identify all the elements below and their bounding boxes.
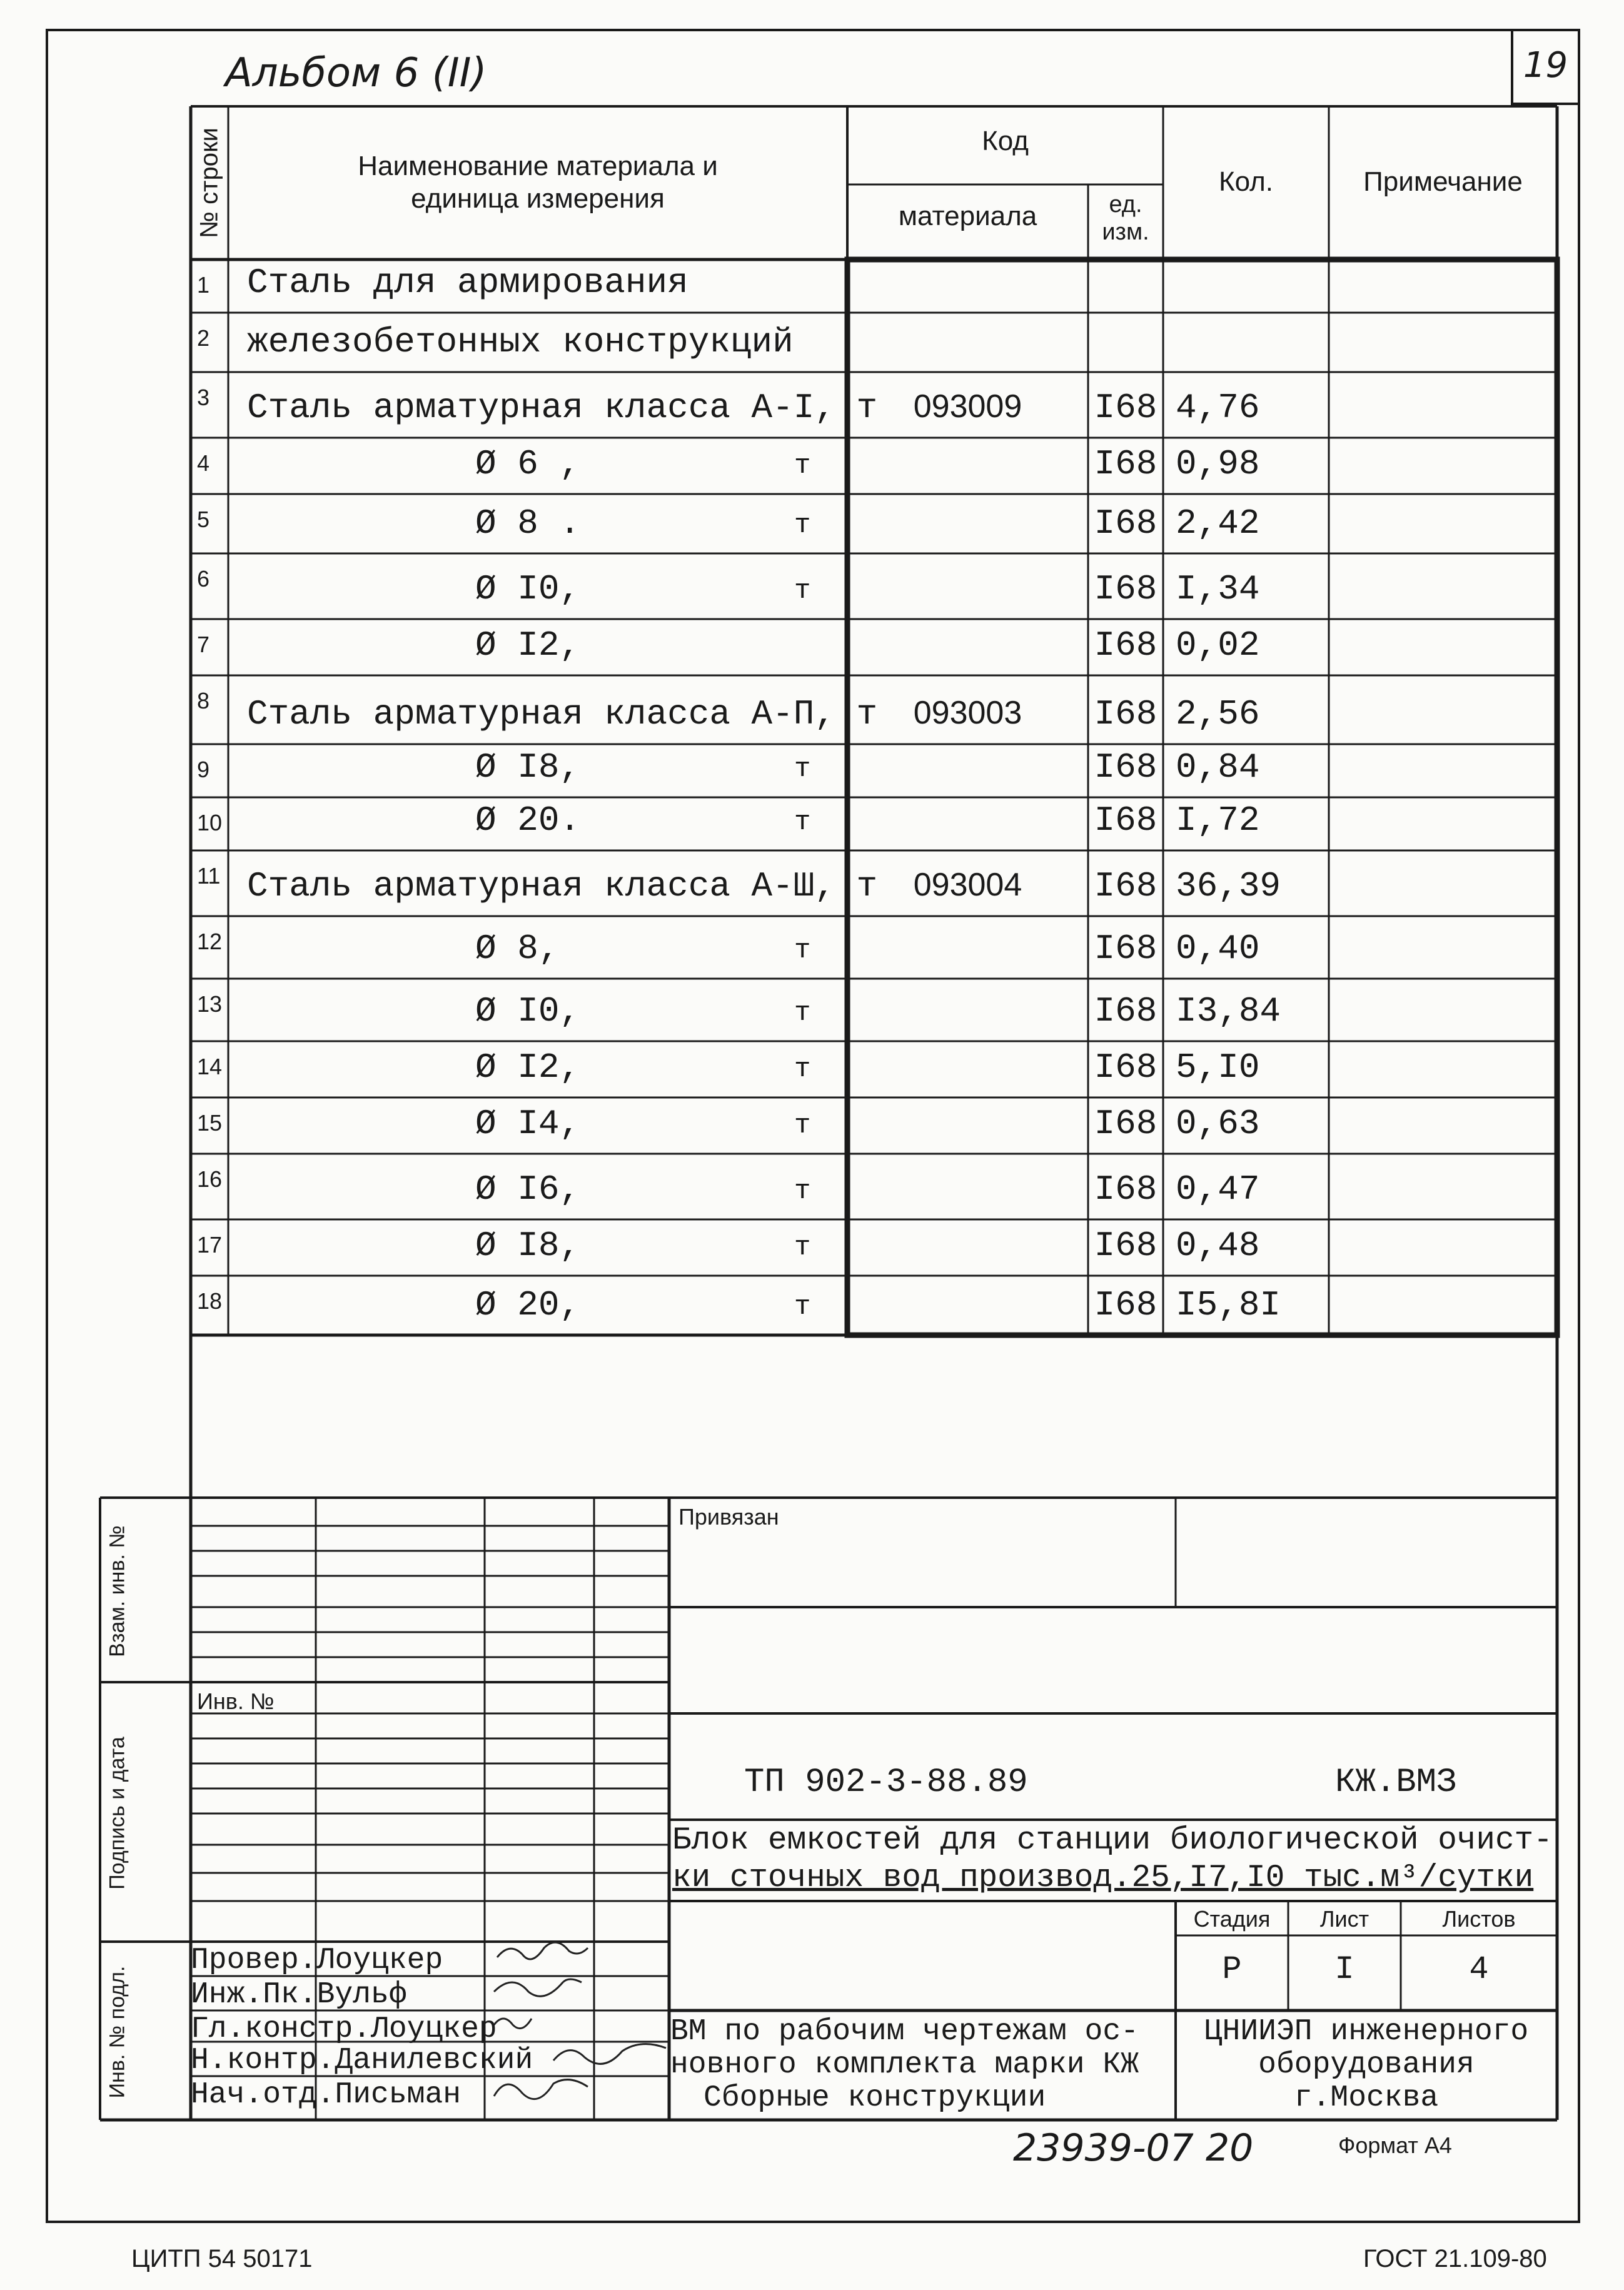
- row-code: 093009: [913, 388, 1022, 425]
- row-number: 8: [197, 688, 210, 714]
- signer-role: Н.контр.: [191, 2044, 335, 2077]
- row-qty: 0,48: [1176, 1226, 1260, 1266]
- row-unit: I68: [1094, 991, 1157, 1031]
- stamp-sheets: 4: [1469, 1951, 1489, 1988]
- stamp-org-line3: г.Москва: [1294, 2081, 1439, 2115]
- row-unit-t: т: [794, 510, 811, 541]
- handwritten-number: 23939-07 20: [1013, 2126, 1254, 2170]
- side-label-inv-podl: Инв. № подл.: [105, 1965, 129, 2099]
- side-label-vzam: Взам. инв. №: [105, 1525, 129, 1657]
- row-qty: 0,98: [1176, 444, 1260, 484]
- row-unit-t: т: [794, 450, 811, 482]
- row-name: Ø I8,: [475, 1226, 581, 1266]
- row-unit: I68: [1094, 1226, 1157, 1266]
- stamp-sheet: I: [1334, 1951, 1354, 1988]
- stamp-desc-line1: ВМ по рабочим чертежам ос-: [670, 2015, 1139, 2049]
- stamp-org-line1: ЦНИИЭП инженерного: [1204, 2015, 1529, 2049]
- table-row: [191, 1154, 1557, 1219]
- row-number: 15: [197, 1110, 223, 1136]
- row-number: 4: [197, 450, 210, 476]
- row-qty: 0,63: [1176, 1104, 1260, 1144]
- row-qty: 0,02: [1176, 625, 1260, 665]
- table-row: [191, 850, 1557, 916]
- row-qty: 2,42: [1176, 503, 1260, 543]
- row-number: 5: [197, 507, 210, 532]
- row-number: 16: [197, 1166, 223, 1192]
- row-unit: I68: [1094, 800, 1157, 840]
- stamp-stage: Р: [1222, 1951, 1242, 1988]
- signer-row: [191, 2078, 669, 2112]
- table-row: [191, 916, 1557, 979]
- table-row: [191, 1219, 1557, 1276]
- signer-row: [191, 1978, 669, 2012]
- row-unit-t: т: [794, 1291, 811, 1323]
- stamp-desc-line2: новного комплекта марки КЖ: [670, 2048, 1139, 2082]
- row-name: Ø I6,: [475, 1169, 581, 1209]
- row-name: Ø I2,: [475, 1047, 581, 1087]
- row-name: Ø 20,: [475, 1285, 581, 1325]
- row-unit: I68: [1094, 569, 1157, 609]
- row-name: Ø I4,: [475, 1104, 581, 1144]
- signer-row: [191, 2012, 669, 2046]
- header-material: материала: [898, 201, 1037, 231]
- row-unit: I68: [1094, 866, 1157, 906]
- sheet-number: 19: [1523, 45, 1568, 86]
- row-qty: 0,40: [1176, 929, 1260, 969]
- row-name: Сталь арматурная класса А-П, т: [247, 694, 878, 734]
- stamp-org-line2: оборудования: [1258, 2048, 1475, 2082]
- stamp-sheet-label: Лист: [1319, 1906, 1369, 1932]
- header-note: Примечание: [1363, 166, 1523, 197]
- stamp-desc-line3: Сборные конструкции: [704, 2081, 1046, 2115]
- row-number: 13: [197, 991, 223, 1017]
- row-name: Ø 8 .: [475, 503, 581, 543]
- row-qty: I,72: [1176, 800, 1260, 840]
- row-name: Ø I2,: [475, 625, 581, 665]
- table-row: [191, 553, 1557, 619]
- format-label: Формат А4: [1338, 2132, 1452, 2158]
- row-qty: 2,56: [1176, 694, 1260, 734]
- header-name: Наименование материала и единица измерения: [358, 151, 718, 214]
- table-row: [191, 313, 1557, 372]
- row-unit-t: т: [794, 807, 811, 838]
- row-name: Сталь арматурная класса А-Ш, т: [247, 866, 878, 906]
- signer-name: Вульф: [316, 1978, 407, 2012]
- row-unit-t: т: [794, 997, 811, 1029]
- row-unit: I68: [1094, 388, 1157, 428]
- row-name: Ø I0,: [475, 991, 581, 1031]
- stamp-privyazan: Привязан: [678, 1504, 779, 1530]
- table-row: [191, 979, 1557, 1041]
- row-number: 17: [197, 1232, 223, 1258]
- header-row-no-label: № строки: [195, 128, 223, 238]
- table-row: [191, 1041, 1557, 1097]
- header-code: Код: [982, 126, 1029, 156]
- row-unit: I68: [1094, 1285, 1157, 1325]
- stamp-title-line2: ки сточных вод производ.25,I7,I0 тыс.м³/сутки: [672, 1860, 1534, 1896]
- stamp-doc-mark: КЖ.ВМЗ: [1335, 1763, 1457, 1802]
- row-name: Ø 6 ,: [475, 444, 581, 484]
- row-qty: 0,84: [1176, 747, 1260, 787]
- row-unit-t: т: [794, 1232, 811, 1263]
- album-label: Альбом 6 (II): [225, 50, 487, 96]
- row-name: Ø I8,: [475, 747, 581, 787]
- row-unit-t: т: [794, 1110, 811, 1141]
- row-unit: I68: [1094, 747, 1157, 787]
- row-unit-t: т: [794, 575, 811, 607]
- row-qty: I3,84: [1176, 991, 1281, 1031]
- row-number: 6: [197, 566, 210, 592]
- row-number: 14: [197, 1054, 223, 1079]
- row-number: 7: [197, 632, 210, 657]
- row-name: Ø 8,: [475, 929, 560, 969]
- row-name: железобетонных конструкций: [247, 322, 794, 362]
- row-number: 9: [197, 757, 210, 782]
- row-qty: 36,39: [1176, 866, 1281, 906]
- row-code: 093004: [913, 867, 1022, 903]
- table-row: [191, 1097, 1557, 1154]
- stamp-stage-label: Стадия: [1193, 1906, 1271, 1932]
- row-qty: I,34: [1176, 569, 1260, 609]
- row-number: 18: [197, 1288, 223, 1314]
- table-row: [191, 260, 1557, 313]
- signer-role: Провер.: [191, 1944, 317, 1977]
- table-row: [191, 372, 1557, 438]
- row-unit: I68: [1094, 694, 1157, 734]
- table-row: [191, 797, 1557, 850]
- footer-left: ЦИТП 54 50171: [131, 2245, 313, 2272]
- row-unit-t: т: [794, 1176, 811, 1207]
- row-number: 12: [197, 929, 223, 954]
- row-number: 2: [197, 325, 210, 351]
- row-name: Ø 20.: [475, 800, 581, 840]
- signer-role: Гл.констр.: [191, 2012, 371, 2046]
- row-unit: I68: [1094, 1104, 1157, 1144]
- row-number: 11: [197, 863, 221, 889]
- header-row-no: [191, 106, 228, 260]
- row-name: Сталь арматурная класса А-I, т: [247, 388, 878, 428]
- table-row: [191, 1276, 1557, 1335]
- header-unit: ед. изм.: [1102, 191, 1149, 245]
- row-unit: I68: [1094, 1169, 1157, 1209]
- footer-right: ГОСТ 21.109-80: [1363, 2245, 1547, 2272]
- table-row: [191, 744, 1557, 797]
- stamp-doc-code: ТП 902-3-88.89: [744, 1763, 1028, 1802]
- signer-row: [191, 2044, 669, 2077]
- row-number: 3: [197, 385, 210, 410]
- row-name: Сталь для армирования: [247, 263, 688, 303]
- row-number: 1: [197, 272, 210, 298]
- signer-name: Лоуцкер: [371, 2012, 497, 2046]
- side-label-podpis: Подпись и дата: [105, 1737, 129, 1890]
- row-qty: 0,47: [1176, 1169, 1260, 1209]
- signer-name: Лоуцкер: [316, 1944, 443, 1977]
- row-name: Ø I0,: [475, 569, 581, 609]
- signer-role: Нач.отд.: [191, 2078, 335, 2112]
- row-unit-t: т: [794, 1054, 811, 1085]
- stamp-inv-no: Инв. №: [197, 1688, 275, 1714]
- row-unit: I68: [1094, 1047, 1157, 1087]
- row-qty: I5,8I: [1176, 1285, 1281, 1325]
- row-unit: I68: [1094, 444, 1157, 484]
- row-number: 10: [197, 810, 223, 835]
- row-unit-t: т: [794, 754, 811, 785]
- signer-name: Данилевский: [335, 2044, 533, 2077]
- row-qty: 5,I0: [1176, 1047, 1260, 1087]
- signer-row: [191, 1944, 669, 1977]
- row-code: 093003: [913, 695, 1022, 731]
- table-row: [191, 494, 1557, 553]
- row-unit: I68: [1094, 625, 1157, 665]
- table-row: [191, 438, 1557, 494]
- stamp-title-line1: Блок емкостей для станции биологической очист-: [672, 1823, 1553, 1859]
- header-qty: Кол.: [1218, 166, 1274, 197]
- table-row: [191, 675, 1557, 744]
- signer-name: Письман: [335, 2078, 461, 2112]
- signer-role: Инж.Пк.: [191, 1978, 317, 2012]
- row-qty: 4,76: [1176, 388, 1260, 428]
- stamp-sheets-label: Листов: [1442, 1906, 1516, 1932]
- row-unit-t: т: [794, 935, 811, 966]
- row-unit: I68: [1094, 503, 1157, 543]
- table-row: [191, 619, 1557, 675]
- row-unit: I68: [1094, 929, 1157, 969]
